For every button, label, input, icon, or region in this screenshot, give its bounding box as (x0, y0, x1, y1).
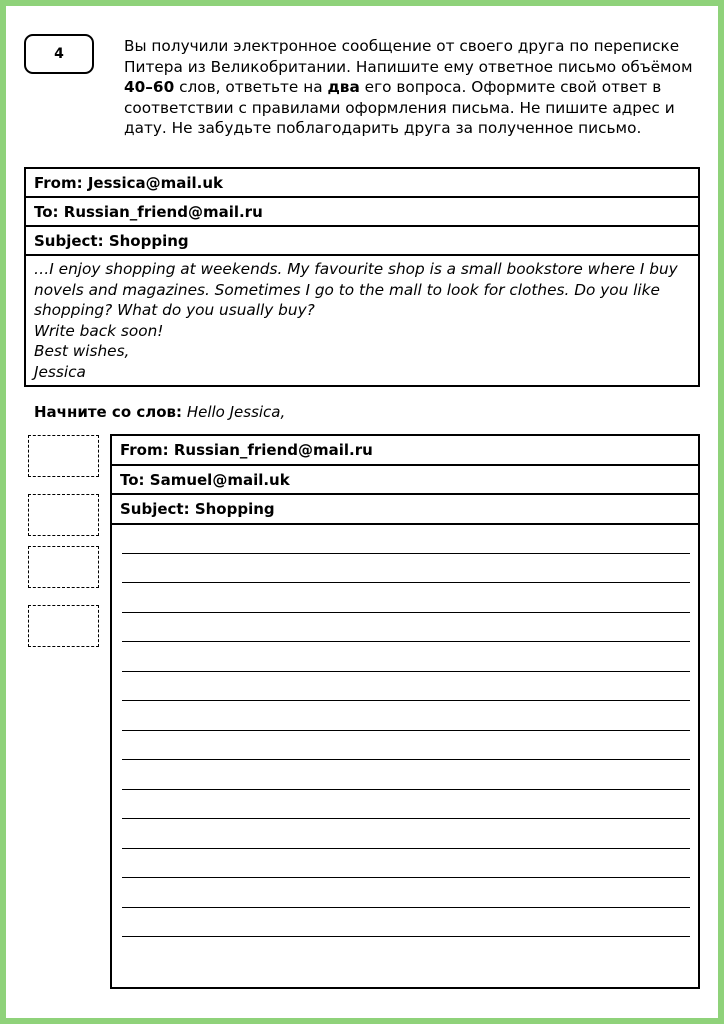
writing-line[interactable] (122, 877, 690, 878)
writing-line[interactable] (122, 789, 690, 790)
writing-line[interactable] (122, 759, 690, 760)
instruction-fragment: его вопроса. Оформите свой ответ в (359, 78, 662, 96)
letter-body-line: Best wishes, (34, 342, 130, 360)
writing-line[interactable] (122, 907, 690, 908)
writing-line[interactable] (122, 818, 690, 819)
letter-body-line: …I enjoy shopping at weekends. My favourite shop is a small bookstore where I buy (34, 260, 678, 278)
reply-form (110, 434, 700, 989)
start-with-value: Hello Jessica, (186, 403, 286, 421)
instruction-line: Питера из Великобритании. Напишите ему ответное письмо объёмом (124, 57, 693, 76)
instruction-line: дату. Не забудьте поблагодарить друга за полученное письмо. (124, 119, 642, 137)
question-count: два (327, 78, 360, 96)
writing-line[interactable] (122, 848, 690, 849)
score-box (28, 546, 99, 588)
writing-line[interactable] (122, 641, 690, 642)
letter-body-line: Jessica (34, 362, 86, 381)
reply-subject: Subject: Shopping (112, 495, 698, 525)
instruction-line: Вы получили электронное сообщение от своего друга по переписке (124, 37, 680, 55)
score-box (28, 435, 99, 477)
instruction-line (124, 77, 694, 98)
task-instruction (124, 36, 694, 139)
instruction-fragment: слов, ответьте на (174, 78, 328, 96)
start-with-label: Начните со слов: (34, 403, 183, 421)
writing-line[interactable] (122, 730, 690, 731)
letter-subject: Subject: Shopping (26, 227, 698, 256)
letter-body-line: Write back soon! (34, 321, 164, 340)
writing-line[interactable] (122, 553, 690, 554)
writing-line[interactable] (122, 936, 690, 937)
letter-to: To: Russian_friend@mail.ru (26, 198, 698, 227)
letter-body-line: shopping? What do you usually buy? (34, 301, 315, 319)
instruction-line: соответствии с правилами оформления письма. Не пишите адрес и (124, 98, 675, 117)
word-count: 40–60 (124, 78, 175, 96)
reply-to: To: Samuel@mail.uk (112, 466, 698, 496)
writing-line[interactable] (122, 612, 690, 613)
letter-from: From: Jessica@mail.uk (26, 169, 698, 198)
letter-body-line: novels and magazines. Sometimes I go to the mall to look for clothes. Do you like (34, 280, 660, 299)
writing-line[interactable] (122, 582, 690, 583)
task-number-badge (24, 34, 94, 74)
score-box (28, 494, 99, 536)
letter-body (26, 256, 698, 385)
writing-line[interactable] (122, 671, 690, 672)
reply-from: From: Russian_friend@mail.ru (112, 436, 698, 466)
incoming-letter (24, 167, 700, 387)
writing-line[interactable] (122, 700, 690, 701)
score-box (28, 605, 99, 647)
task-number: 4 (54, 46, 64, 62)
start-with-hint (34, 402, 285, 422)
